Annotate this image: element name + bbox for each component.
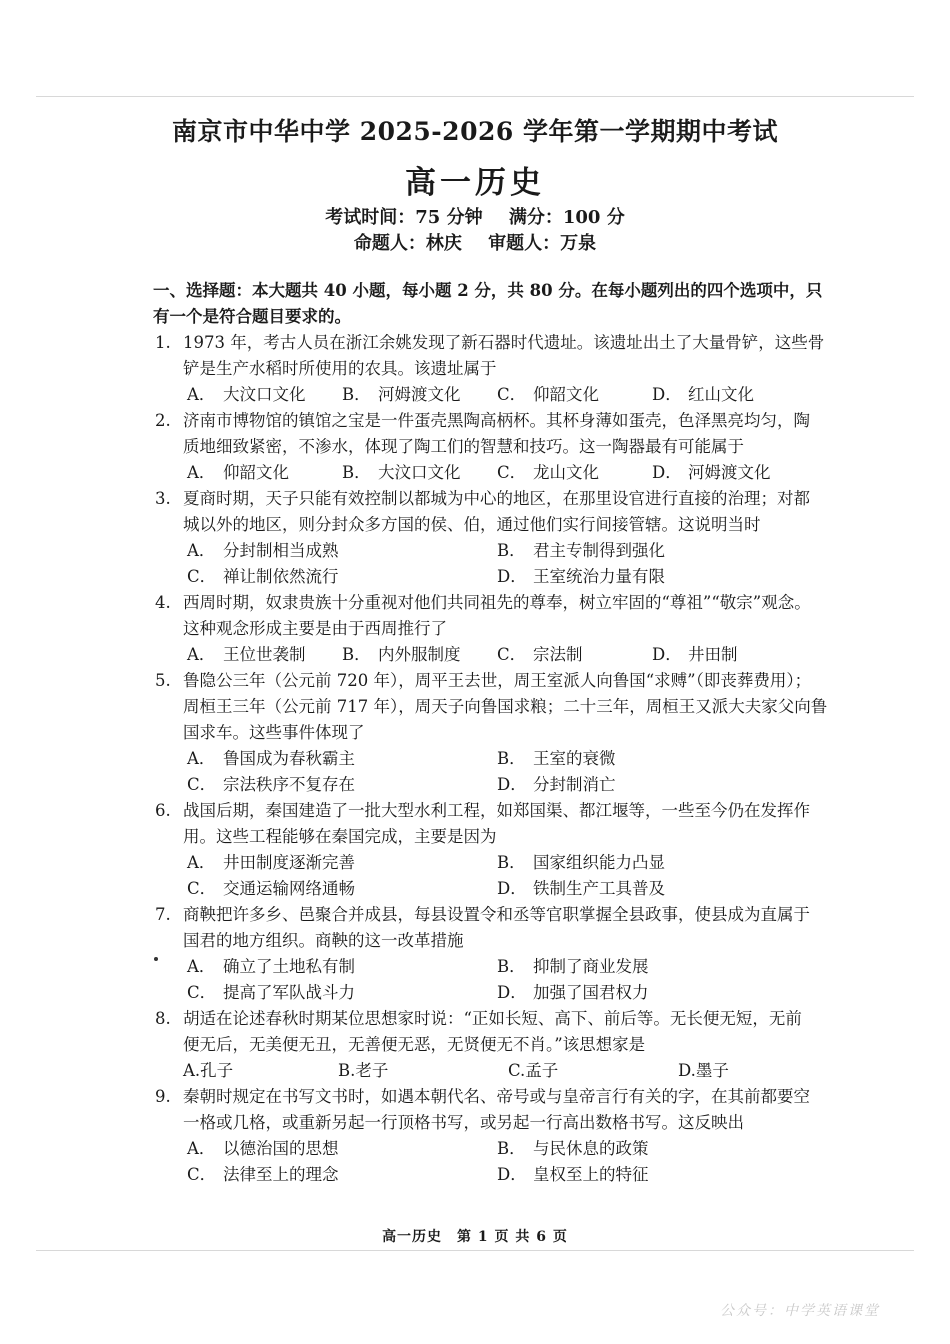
question-8 xyxy=(155,1006,855,1084)
question-stem xyxy=(155,668,855,694)
option-letter: A. xyxy=(183,1061,201,1080)
option-text: 鲁国成为春秋霸主 xyxy=(223,749,355,768)
option-letter: B． xyxy=(342,645,371,664)
exam-meta-time xyxy=(0,203,950,229)
options xyxy=(155,1058,855,1084)
question-stem xyxy=(155,590,855,616)
exam-meta-authors xyxy=(0,229,950,255)
option-d xyxy=(497,564,807,590)
option-a xyxy=(187,954,497,980)
option-text: 加强了国君权力 xyxy=(533,983,649,1002)
option-text: 仰韶文化 xyxy=(223,463,289,482)
option-a xyxy=(187,382,342,408)
option-letter: D． xyxy=(497,983,527,1002)
option-text: 大汶口文化 xyxy=(378,463,461,482)
option-d xyxy=(497,1162,807,1188)
exam-title: 南京市中华中学 2025-2026 学年第一学期期中考试 xyxy=(172,117,778,146)
bottom-scan-line xyxy=(36,1250,914,1251)
option-d xyxy=(497,876,807,902)
option-a xyxy=(187,746,497,772)
option-b xyxy=(342,382,497,408)
option-c xyxy=(508,1058,678,1084)
stem-line: 夏商时期，天子只能有效控制以都城为中心的地区，在那里设官进行直接的治理；对都 xyxy=(183,489,810,508)
options xyxy=(155,746,855,798)
option-a xyxy=(187,460,342,486)
stem-line: 西周时期，奴隶贵族十分重视对他们共同祖先的尊奉，树立牢固的“尊祖”“敬宗”观念。 xyxy=(183,593,811,612)
stem-line: 秦朝时规定在书写文书时，如遇本朝代名、帝号或与皇帝言行有关的字，在其前都要空 xyxy=(183,1087,810,1106)
option-letter: C． xyxy=(187,775,217,794)
option-b xyxy=(342,460,497,486)
option-text: 龙山文化 xyxy=(533,463,599,482)
option-a xyxy=(183,1058,338,1084)
question-stem xyxy=(155,902,855,928)
option-text: 王位世袭制 xyxy=(223,645,306,664)
stem-line: 国求车。这些事件体现了 xyxy=(183,723,365,742)
question-9 xyxy=(155,1084,855,1188)
option-text: 法律至上的理念 xyxy=(223,1165,339,1184)
option-text: 老子 xyxy=(355,1061,389,1080)
question-setter: 命题人：林庆 xyxy=(353,233,462,254)
option-letter: B． xyxy=(497,541,526,560)
option-text: 确立了土地私有制 xyxy=(223,957,355,976)
option-a xyxy=(187,538,497,564)
watermark: 公众号：中学英语课堂 xyxy=(720,1303,880,1319)
option-c xyxy=(187,772,497,798)
option-d xyxy=(652,642,807,668)
option-c xyxy=(497,460,652,486)
option-text: 红山文化 xyxy=(688,385,754,404)
option-letter: D． xyxy=(652,463,682,482)
option-letter: B. xyxy=(338,1061,356,1080)
option-text: 王室的衰微 xyxy=(533,749,616,768)
question-2 xyxy=(155,408,855,486)
question-number: 8. xyxy=(155,1009,171,1028)
question-stem xyxy=(155,486,855,512)
exam-time: 考试时间：75 分钟 xyxy=(325,207,483,228)
question-stem xyxy=(155,1084,855,1110)
stem-line: 质地细致紧密，不渗水，体现了陶工们的智慧和技巧。这一陶器最有可能属于 xyxy=(183,437,744,456)
option-text: 王室统治力量有限 xyxy=(533,567,665,586)
option-letter: A． xyxy=(187,541,216,560)
option-b xyxy=(497,954,807,980)
question-1 xyxy=(155,330,855,408)
option-d xyxy=(678,1058,818,1084)
scan-speck xyxy=(154,957,158,961)
option-b xyxy=(342,642,497,668)
option-text: 皇权至上的特征 xyxy=(533,1165,649,1184)
option-text: 河姆渡文化 xyxy=(378,385,461,404)
question-number: 9. xyxy=(155,1087,171,1106)
option-letter: A． xyxy=(187,1139,216,1158)
option-letter: D． xyxy=(497,567,527,586)
section-heading-line: 一、选择题：本大题共 40 小题，每小题 2 分，共 80 分。在每小题列出的四个选项中，只 xyxy=(153,281,823,300)
option-b xyxy=(497,538,807,564)
question-stem xyxy=(155,330,855,356)
option-letter: B． xyxy=(497,749,526,768)
option-a xyxy=(187,642,342,668)
option-a xyxy=(187,1136,497,1162)
question-stem xyxy=(155,798,855,824)
option-b xyxy=(497,1136,807,1162)
option-letter: A． xyxy=(187,853,216,872)
option-c xyxy=(497,382,652,408)
option-letter: D． xyxy=(652,645,682,664)
option-text: 仰韶文化 xyxy=(533,385,599,404)
option-c xyxy=(187,980,497,1006)
options xyxy=(155,954,855,1006)
top-scan-line xyxy=(36,96,914,97)
option-text: 内外服制度 xyxy=(378,645,461,664)
option-letter: C． xyxy=(497,385,527,404)
option-text: 河姆渡文化 xyxy=(688,463,771,482)
question-number: 3. xyxy=(155,489,171,508)
option-text: 提高了军队战斗力 xyxy=(223,983,355,1002)
option-letter: D． xyxy=(652,385,682,404)
question-4 xyxy=(155,590,855,668)
option-letter: C. xyxy=(508,1061,526,1080)
option-d xyxy=(652,460,807,486)
option-letter: C． xyxy=(497,463,527,482)
stem-line: 1973 年，考古人员在浙江余姚发现了新石器时代遗址。该遗址出土了大量骨铲，这些骨 xyxy=(183,333,825,352)
option-c xyxy=(187,1162,497,1188)
option-d xyxy=(497,980,807,1006)
option-c xyxy=(187,876,497,902)
option-text: 与民休息的政策 xyxy=(533,1139,649,1158)
option-letter: C． xyxy=(187,1165,217,1184)
option-text: 井田制度逐渐完善 xyxy=(223,853,355,872)
question-stem xyxy=(155,408,855,434)
option-letter: B． xyxy=(497,1139,526,1158)
option-text: 分封制消亡 xyxy=(533,775,616,794)
option-letter: D． xyxy=(497,1165,527,1184)
option-text: 井田制 xyxy=(688,645,738,664)
option-text: 国家组织能力凸显 xyxy=(533,853,665,872)
question-number: 7. xyxy=(155,905,171,924)
stem-line: 一格或几格，或重新另起一行顶格书写，或另起一行高出数格书写。这反映出 xyxy=(183,1113,744,1132)
options xyxy=(155,382,855,408)
stem-line: 商鞅把许多乡、邑聚合并成县，每县设置令和丞等官职掌握全县政事，使县成为直属于 xyxy=(183,905,810,924)
option-a xyxy=(187,850,497,876)
option-text: 君主专制得到强化 xyxy=(533,541,665,560)
stem-line: 战国后期，秦国建造了一批大型水利工程，如郑国渠、都江堰等，一些至今仍在发挥作 xyxy=(183,801,810,820)
option-letter: A． xyxy=(187,957,216,976)
option-d xyxy=(652,382,807,408)
question-stem xyxy=(155,1006,855,1032)
option-text: 宗法制 xyxy=(533,645,583,664)
option-letter: A． xyxy=(187,463,216,482)
stem-line: 周桓王三年（公元前 717 年），周天子向鲁国求粮；二十三年，周桓王又派大夫家父向鲁 xyxy=(183,697,828,716)
option-text: 禅让制依然流行 xyxy=(223,567,339,586)
options xyxy=(155,538,855,590)
stem-line: 便无后，无美便无丑，无善便无恶，无贤便无不肖。”该思想家是 xyxy=(183,1035,646,1054)
option-letter: A． xyxy=(187,385,216,404)
exam-subject: 高一历史 xyxy=(405,165,545,201)
option-text: 铁制生产工具普及 xyxy=(533,879,665,898)
stem-line: 鲁隐公三年（公元前 720 年），周平王去世，周王室派人向鲁国“求赙”（即丧葬费用）； xyxy=(183,671,812,690)
option-letter: D. xyxy=(678,1061,696,1080)
option-text: 交通运输网络通畅 xyxy=(223,879,355,898)
option-letter: B． xyxy=(342,463,371,482)
stem-line: 铲是生产水稻时所使用的农具。该遗址属于 xyxy=(183,359,497,378)
options xyxy=(155,850,855,902)
option-letter: C． xyxy=(187,879,217,898)
option-text: 抑制了商业发展 xyxy=(533,957,649,976)
option-b xyxy=(497,850,807,876)
option-letter: A． xyxy=(187,645,216,664)
question-3 xyxy=(155,486,855,590)
option-text: 宗法秩序不复存在 xyxy=(223,775,355,794)
question-number: 2. xyxy=(155,411,171,430)
question-7 xyxy=(155,902,855,1006)
page-footer: 高一历史 第 1 页 共 6 页 xyxy=(382,1229,568,1245)
stem-line: 城以外的地区，则分封众多方国的侯、伯，通过他们实行间接管辖。这说明当时 xyxy=(183,515,761,534)
question-number: 5. xyxy=(155,671,171,690)
option-b xyxy=(497,746,807,772)
option-letter: D． xyxy=(497,879,527,898)
stem-line: 济南市博物馆的镇馆之宝是一件蛋壳黑陶高柄杯。其杯身薄如蛋壳，色泽黑亮均匀，陶 xyxy=(183,411,810,430)
options xyxy=(155,1136,855,1188)
option-letter: D． xyxy=(497,775,527,794)
options xyxy=(155,460,855,486)
stem-line: 胡适在论述春秋时期某位思想家时说：“正如长短、高下、前后等。无长便无短，无前 xyxy=(183,1009,802,1028)
question-reviewer: 审题人：万泉 xyxy=(488,233,597,254)
stem-line: 用。这些工程能够在秦国完成，主要是因为 xyxy=(183,827,497,846)
option-letter: C． xyxy=(187,567,217,586)
option-d xyxy=(497,772,807,798)
question-number: 1. xyxy=(155,333,171,352)
exam-content xyxy=(155,278,855,1188)
question-number: 6. xyxy=(155,801,171,820)
option-text: 分封制相当成熟 xyxy=(223,541,339,560)
option-letter: C． xyxy=(187,983,217,1002)
section-heading xyxy=(153,278,855,330)
question-number: 4. xyxy=(155,593,171,612)
question-5 xyxy=(155,668,855,798)
question-6 xyxy=(155,798,855,902)
stem-line: 这种观念形成主要是由于西周推行了 xyxy=(183,619,447,638)
section-heading-line: 有一个是符合题目要求的。 xyxy=(153,307,351,326)
option-letter: C． xyxy=(497,645,527,664)
option-b xyxy=(338,1058,508,1084)
full-score: 满分：100 分 xyxy=(508,207,625,228)
option-text: 孟子 xyxy=(525,1061,559,1080)
option-text: 大汶口文化 xyxy=(223,385,306,404)
option-c xyxy=(497,642,652,668)
option-text: 孔子 xyxy=(200,1061,234,1080)
options xyxy=(155,642,855,668)
option-text: 墨子 xyxy=(695,1061,729,1080)
option-letter: B． xyxy=(497,957,526,976)
option-letter: B． xyxy=(342,385,371,404)
option-text: 以德治国的思想 xyxy=(223,1139,339,1158)
option-c xyxy=(187,564,497,590)
option-letter: A． xyxy=(187,749,216,768)
option-letter: B． xyxy=(497,853,526,872)
stem-line: 国君的地方组织。商鞅的这一改革措施 xyxy=(183,931,464,950)
